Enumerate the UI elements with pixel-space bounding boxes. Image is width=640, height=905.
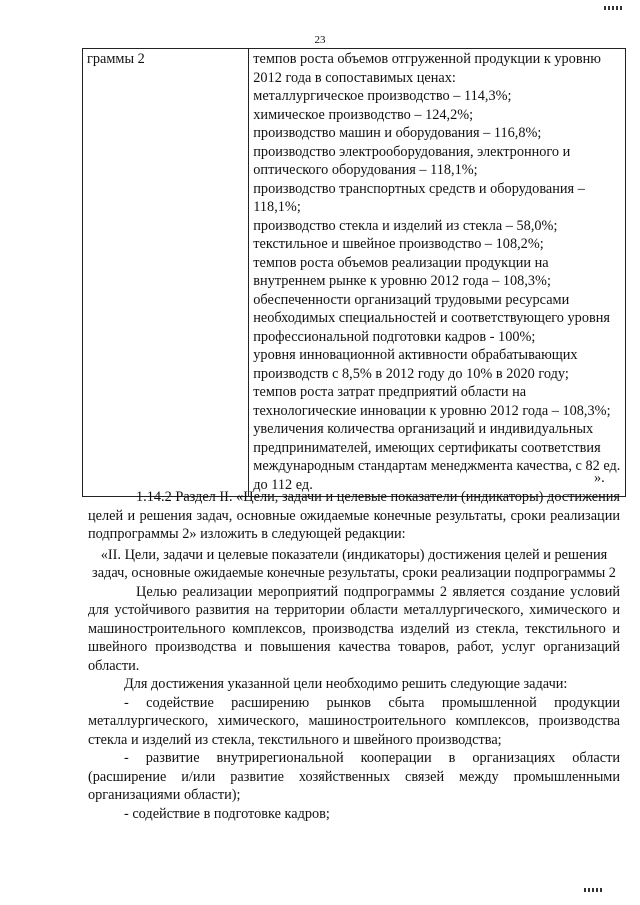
scan-mark-bottom [584,888,604,892]
table-left-cell: граммы 2 [83,49,249,497]
task-item: - содействие в подготовке кадров; [124,805,330,822]
closing-quote: ». [594,470,605,486]
indicators-table [82,48,626,497]
goal-paragraph: Целью реализации мероприятий подпрограммы 2 является создание условий для устойчивого развития на территории области металлургического, химического и машиностроительного комплексов, производства изделий из стекла, текстильного и швейного производства и повышения качества товаров, работ, услуг организаций области. [88,583,620,674]
indicator-item: производство стекла и изделий из стекла – 58,0%; [253,217,558,234]
indicator-item: увеличения количества организаций и индивидуальных предпринимателей, имеющих сертификаты соответствия международным стандартам менеджмента качества, с 82 ед. до 112 ед. [253,421,621,493]
indicator-item: темпов роста объемов реализации продукции на внутреннем рынке к уровню 2012 года – 108,3%; [253,254,551,289]
tasks-intro: Для достижения указанной цели необходимо решить следующие задачи: [124,676,568,692]
indicator-item: производство транспортных средств и оборудования – 118,1%; [253,180,585,215]
indicator-item: производство электрооборудования, электронного и оптического оборудования – 118,1%; [253,143,571,178]
indicator-item: темпов роста затрат предприятий области на технологические инновации к уровню 2012 года – 108,3%; [253,384,611,419]
indicator-item: химическое производство – 124,2%; [253,106,474,123]
indicator-item: металлургическое производство – 114,3%; [253,88,512,104]
task-item: - содействие расширению рынков сбыта промышленной продукции металлургического, химического, машиностроительного комплексов, производства стекла и изделий из стекла, текстильного и швейного производства; [88,694,620,748]
indicator-item: обеспеченности организаций трудовыми ресурсами необходимых специальностей и соответствующего уровня профессиональной подготовки кадров - 100%; [253,291,610,345]
task-item: - развитие внутрирегиональной кооперации в организациях области (расширение и/или развитие хозяйственных связей между промышленными организациями области); [88,750,620,803]
table-right-cell [249,49,626,497]
indicator-item: темпов роста объемов отгруженной продукции к уровню 2012 года в сопоставимых ценах: [253,51,601,86]
document-body [88,488,620,823]
indicator-item: уровня инновационной активности обрабатывающих производств с 8,5% в 2012 году до 10% в 2020 году; [253,347,578,382]
page-number: 23 [314,34,326,46]
table-row [83,49,626,497]
indicator-item: текстильное и швейное производство – 108,2%; [253,236,544,252]
scan-mark-top [604,6,624,10]
amendment-paragraph: 1.14.2 Раздел II. «Цели, задачи и целевые показатели (индикаторы) достижения целей и решения задач, основные ожидаемые конечные результаты, сроки реализации подпрограммы 2» изложить в следующей редакции: [88,489,620,542]
indicator-item: производство машин и оборудования – 116,8%; [253,125,542,141]
section-heading: «II. Цели, задачи и целевые показатели (индикаторы) достижения целей и решения задач, основные ожидаемые конечные результаты, сроки реализации подпрограммы 2 [92,546,616,581]
